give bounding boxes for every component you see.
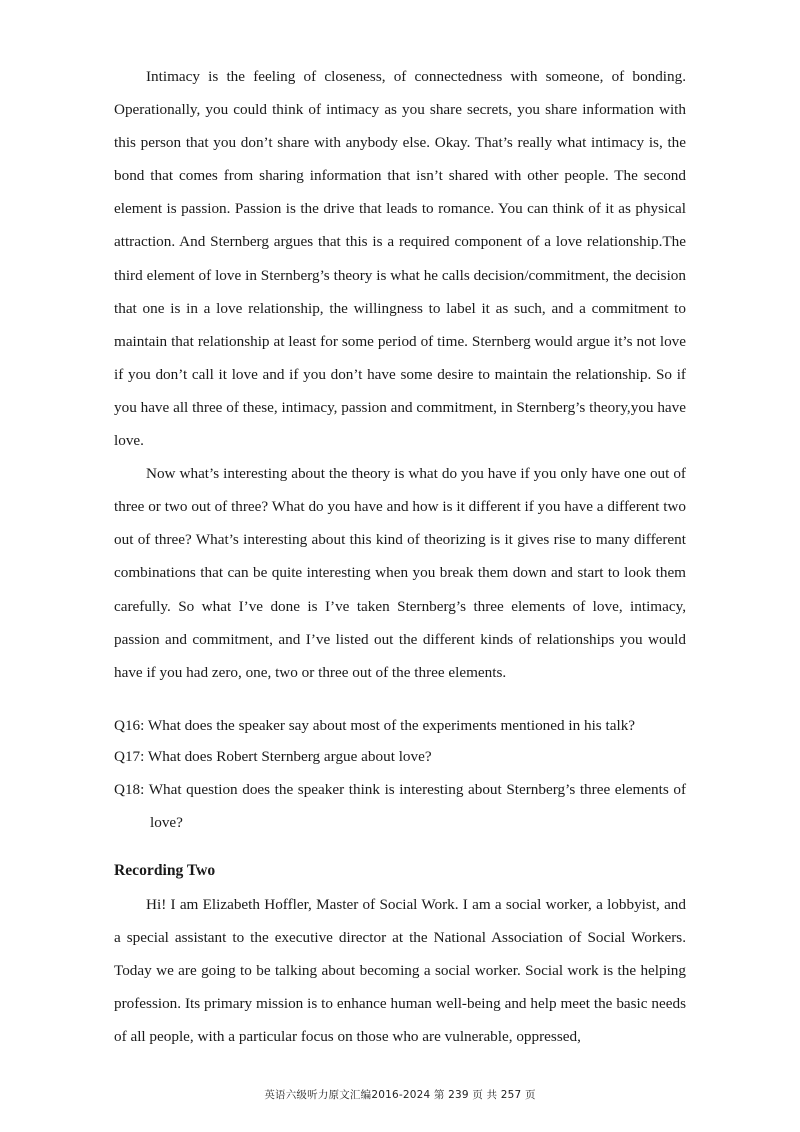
paragraph-theory: Now what’s interesting about the theory is what do you have if you only have one out of three or two out of three? What do you have and how is it different if you have a different two out of three? What’s interesting about this kind of theorizing is it gives rise to many different combinations that can be quite interesting when you break them down and start to look them carefully. So what I’ve done is I’ve taken Sternberg’s three elements of love, intimacy, passion and commitment, and I’ve listed out the different kinds of relationships you would have if you had zero, one, two or three out of the three elements.	[114, 465, 686, 681]
section-heading: Recording Two	[114, 861, 216, 879]
paragraph-recording-two: Hi! I am Elizabeth Hoffler, Master of Social Work. I am a social worker, a lobbyist, and a special assistant to the executive director at the National Association of Social Workers. Today we are going to be talking about becoming a social worker. Social work is the helping profession. Its primary mission is to enhance human well-being and help meet the basic needs of all people, with a particular focus on those who are vulnerable, oppressed,	[114, 895, 686, 1046]
question-17: Q17: What does Robert Sternberg argue about love?	[114, 748, 432, 766]
question-16: Q16: What does the speaker say about most of the experiments mentioned in his talk?	[114, 716, 636, 734]
document-page	[114, 60, 686, 1053]
question-18: Q18: What question does the speaker think is interesting about Sternberg’s three elements of love?	[114, 780, 686, 831]
page-footer: 英语六级听力原文汇编2016-2024 第 239 页 共 257 页	[264, 1089, 536, 1101]
paragraph-intimacy: Intimacy is the feeling of closeness, of connectedness with someone, of bonding. Operationally, you could think of intimacy as you share secrets, you share information with this person that you don’t share with anybody else. Okay. That’s really what intimacy is, the bond that comes from sharing information that isn’t shared with other people. The second element is passion. Passion is the drive that leads to romance. You can think of it as physical attraction. And Sternberg argues that this is a required component of a love relationship.The third element of love in Sternberg’s theory is what he calls decision/commitment, the decision that one is in a love relationship, the willingness to label it as such, and a commitment to maintain that relationship at least for some period of time. Sternberg would argue it’s not love if you don’t call it love and if you don’t have some desire to maintain the relationship. So if you have all three of these, intimacy, passion and commitment, in Sternberg’s theory,you have love.	[114, 68, 686, 450]
question-list	[114, 710, 686, 839]
